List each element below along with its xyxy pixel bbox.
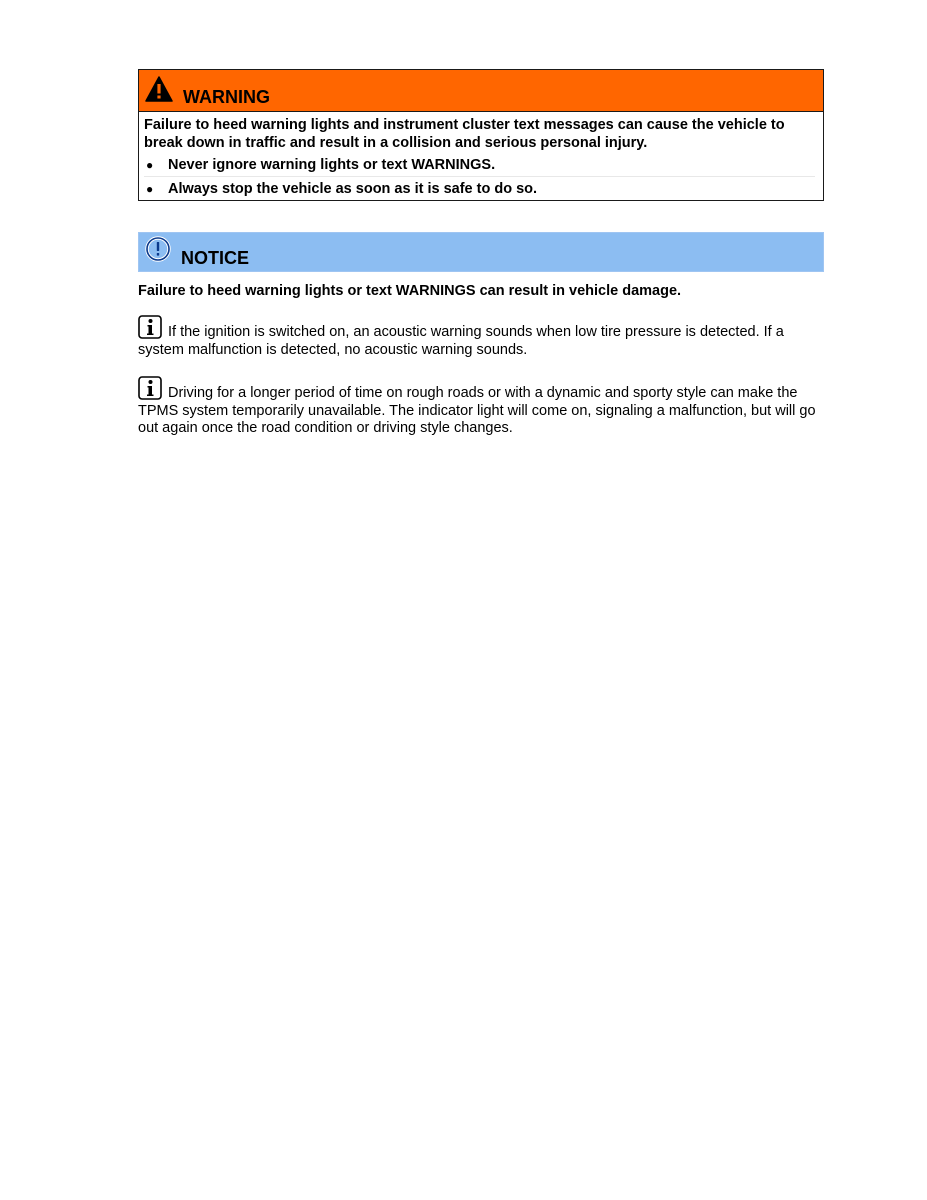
warning-bullet-text: Never ignore warning lights or text WARNINGS. <box>168 156 496 173</box>
notice-title: NOTICE <box>181 248 250 268</box>
notice-text: Failure to heed warning lights or text WARNINGS can result in vehicle damage. <box>138 283 682 299</box>
info-note <box>138 315 824 359</box>
info-icon <box>138 376 162 400</box>
exclamation-circle-icon <box>145 236 171 262</box>
warning-bullet-text: Always stop the vehicle as soon as it is safe to do so. <box>168 180 538 197</box>
bullet-icon: ● <box>146 157 154 172</box>
info-note-text: Driving for a longer period of time on rough roads or with a dynamic and sporty style can make the TPMS system temporarily unavailable. The indicator light will come on, signaling a malfunction, but will go out again once the road condition or driving style changes. <box>138 385 816 436</box>
info-note-text: If the ignition is switched on, an acoustic warning sounds when low tire pressure is detected. If a system malfunction is detected, no acoustic warning sounds. <box>138 324 784 358</box>
info-note <box>138 376 824 438</box>
info-icon <box>138 315 162 339</box>
warning-list <box>144 153 815 200</box>
notice-header <box>138 232 824 272</box>
page-content <box>138 69 824 438</box>
warning-body <box>139 112 823 200</box>
list-item <box>144 176 815 200</box>
warning-triangle-icon <box>145 75 173 103</box>
warning-text: Failure to heed warning lights and instrument cluster text messages can cause the vehicle to break down in traffic and result in a collision and serious personal injury. <box>144 117 785 151</box>
list-item <box>144 153 815 176</box>
warning-box <box>138 69 824 201</box>
warning-header <box>139 70 823 112</box>
bullet-icon: ● <box>146 181 154 196</box>
warning-title: WARNING <box>183 87 270 107</box>
